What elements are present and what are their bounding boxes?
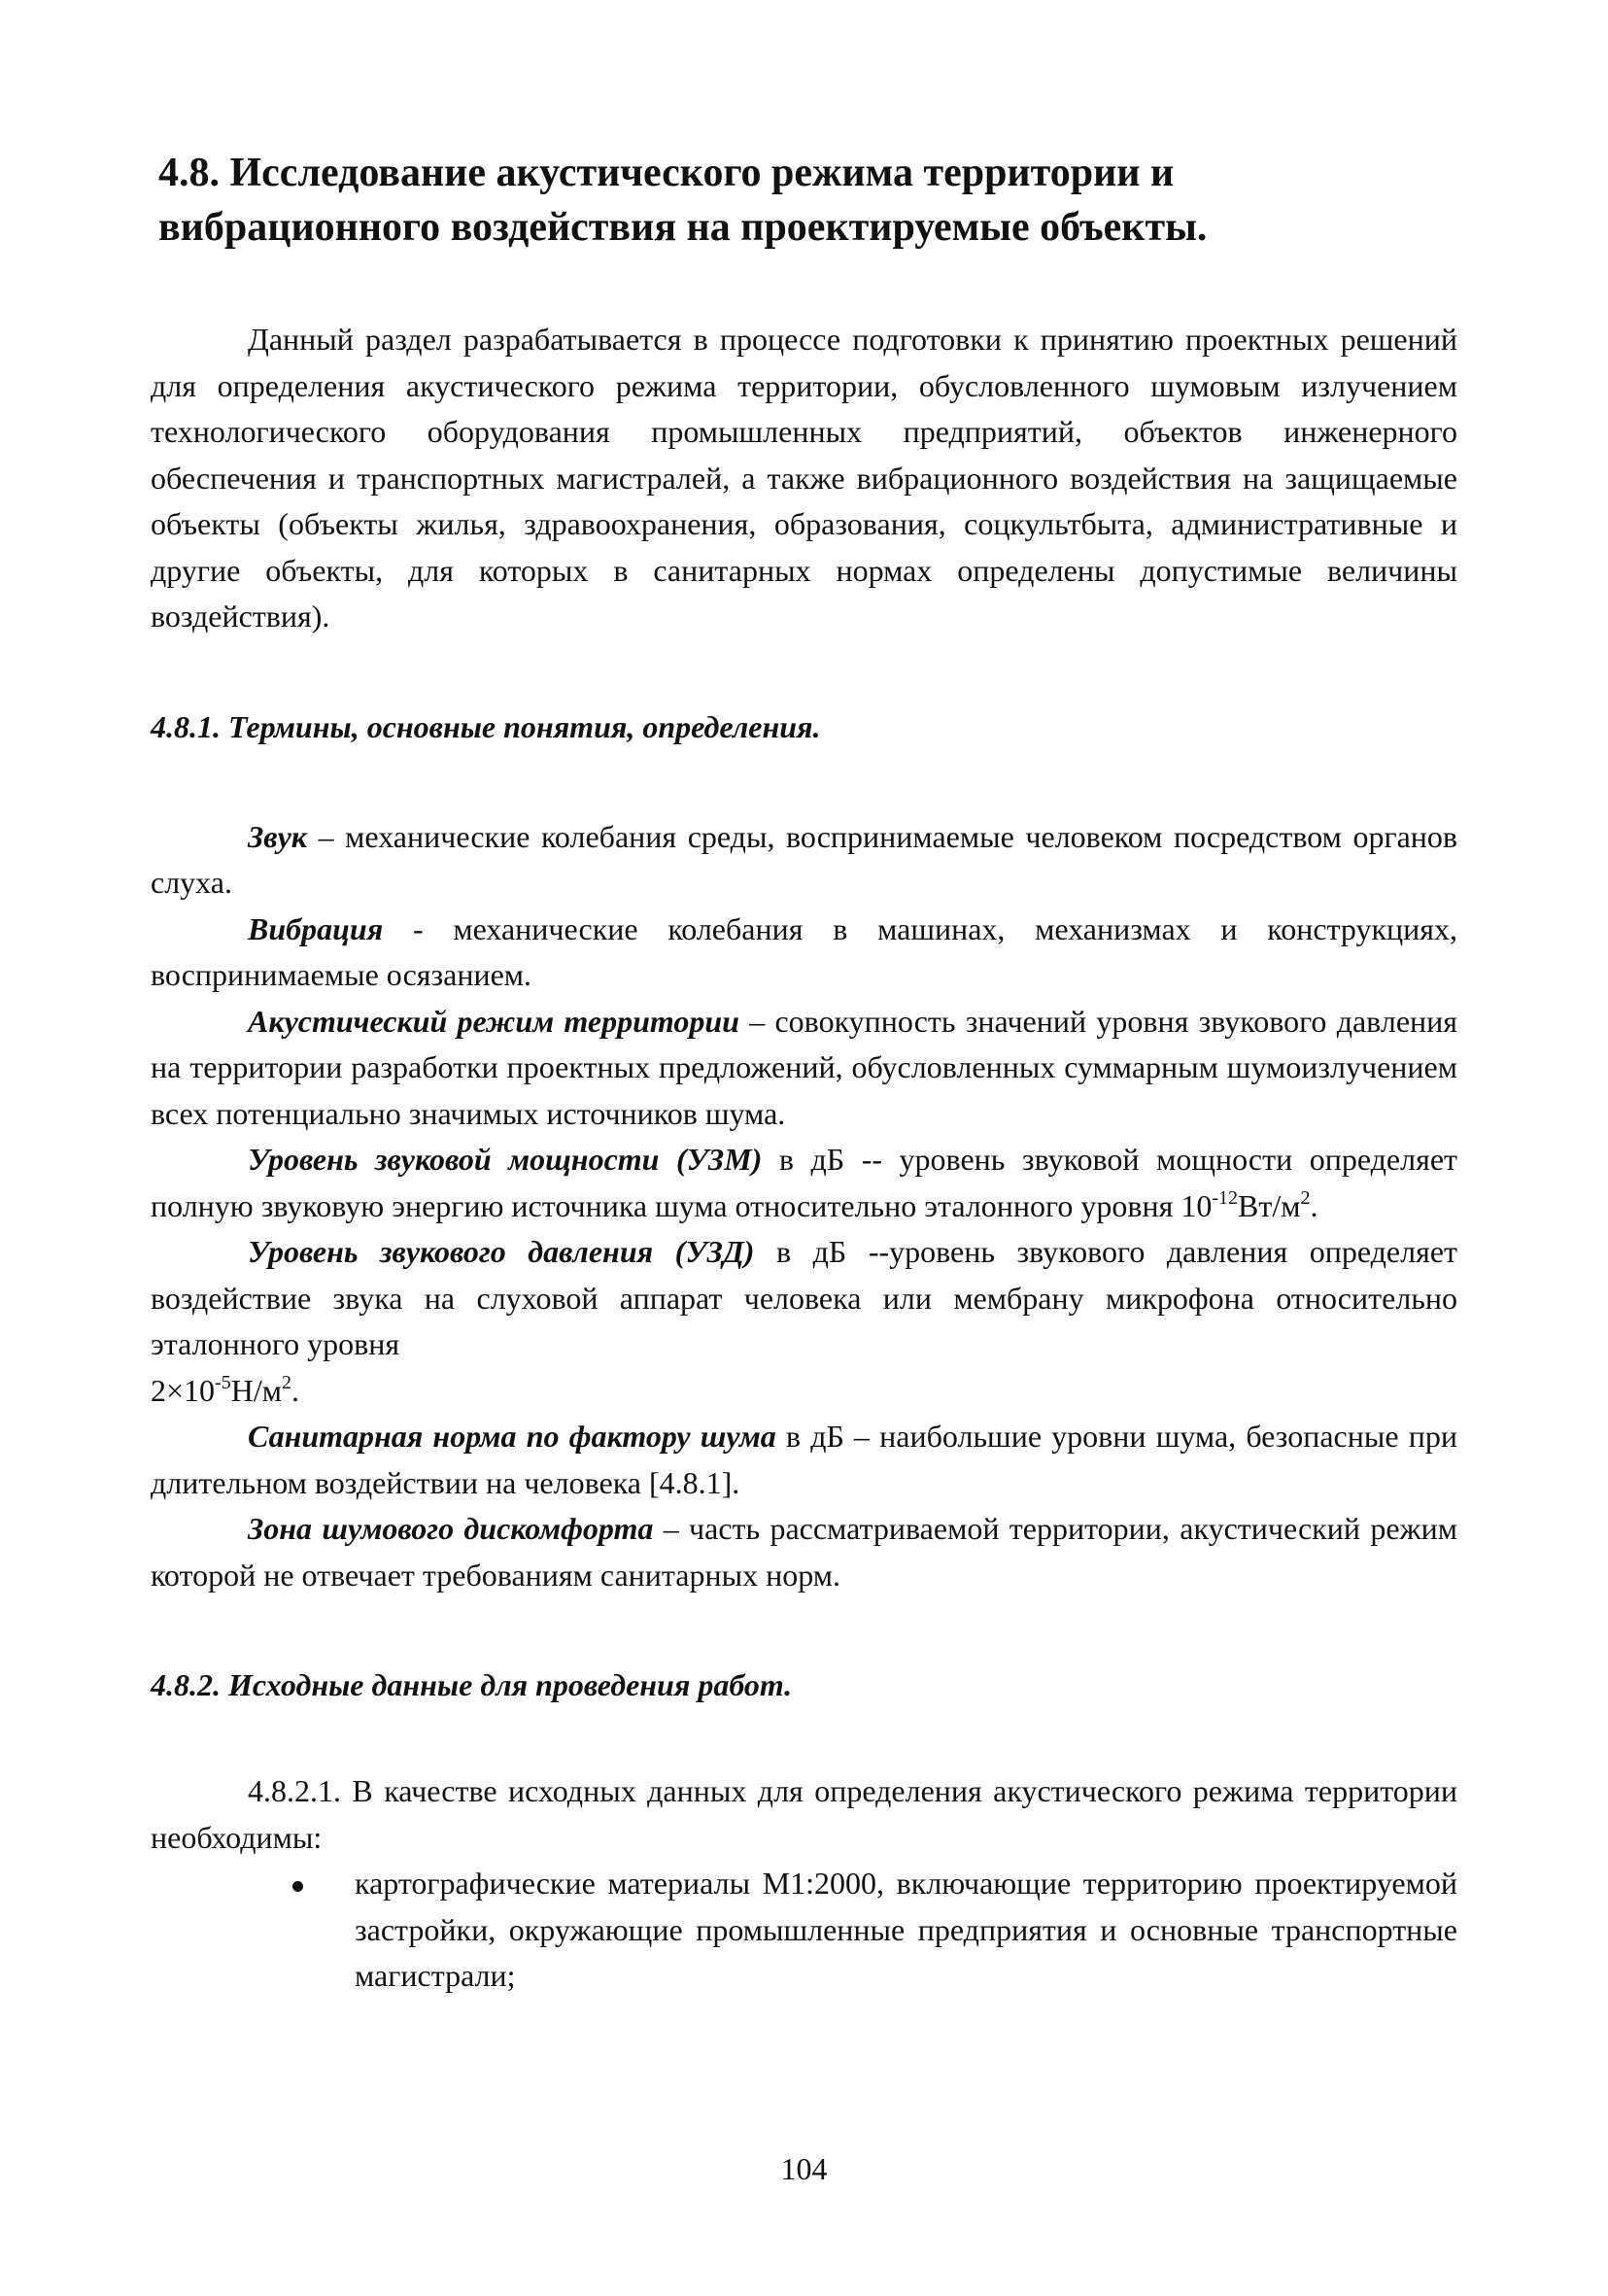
- exponent-power: -12: [1212, 1186, 1238, 1209]
- term-sound-pressure-level: Уровень звукового давления (УЗД): [248, 1234, 755, 1269]
- formula-unit: Н/м: [230, 1372, 282, 1408]
- paragraph-4-8-2-1: 4.8.2.1. В качестве исходных данных для определения акустического режима территории необходимы:: [151, 1773, 1457, 1855]
- definition-sound-text: – механические колебания среды, воспринимаемые человеком посредством органов слуха.: [151, 818, 1457, 900]
- intro-paragraph: Данный раздел разрабатывается в процессе подготовки к принятию проектных решений для определения акустического режима территории, обусловленного шумовым излучением технологического оборудования промышленных предприятий, объектов инженерного обеспечения и транспортных магистралей, а также вибрационного воздействия на защищаемые объекты (объекты жилья, здравоохранения, образования, соцкультбыта, административные и другие объекты, для которых в санитарных нормах определены допустимые величины воздействия).: [151, 322, 1457, 634]
- list-item-text: картографические материалы М1:2000, включающие территорию проектируемой застройки, окружающие промышленные предприятия и основные транспортные магистрали;: [355, 1866, 1457, 1993]
- definition-acoustic-regime-text: – совокупность значений уровня звукового давления на территории разработки проектных предложений, обусловленных суммарным шумоизлучением всех потенциально значимых источников шума.: [151, 1003, 1457, 1131]
- page-content: [151, 146, 1457, 2000]
- term-vibration: Вибрация: [248, 910, 384, 946]
- definition-sound-power-text: в дБ -- уровень звуковой мощности определяет полную звуковую энергию источника шума относительно эталонного уровня 10: [151, 1142, 1458, 1223]
- page-number: 104: [780, 2151, 828, 2186]
- exponent-area: 2: [1300, 1186, 1311, 1209]
- term-sound: Звук: [248, 818, 307, 854]
- definition-sound-pressure-level: [151, 1229, 1457, 1368]
- input-data-list: [151, 1861, 1457, 2000]
- reference-pressure-formula: [151, 1368, 1457, 1415]
- formula-base: 2×10: [151, 1372, 216, 1408]
- section-title-line2: вибрационного воздействия на проектируемые объекты.: [158, 205, 1208, 250]
- formula-unit-exponent: 2: [281, 1371, 291, 1393]
- list-item: [151, 1861, 1457, 2000]
- definition-acoustic-regime: [151, 999, 1457, 1138]
- definition-sanitary-norm-text: в дБ – наибольшие уровни шума, безопасные при длительном воздействии на человека [4.8.1].: [151, 1419, 1457, 1500]
- term-sanitary-norm: Санитарная норма по фактору шума: [248, 1419, 776, 1454]
- formula-end: .: [291, 1372, 299, 1408]
- subsection-2-title: 4.8.2. Исходные данные для проведения работ.: [151, 1667, 793, 1702]
- definition-sanitary-norm: [151, 1414, 1457, 1506]
- term-acoustic-regime: Акустический режим территории: [248, 1003, 739, 1039]
- definition-sound-pressure-text: в дБ --уровень звукового давления определяет воздействие звука на слуховой аппарат человека или мембрану микрофона относительно эталонного уровня: [151, 1234, 1458, 1361]
- section-title-line1: 4.8. Исследование акустического режима территории и: [158, 151, 1175, 195]
- subsection-1-title: 4.8.1. Термины, основные понятия, определения.: [151, 708, 821, 744]
- definitions-list: [151, 814, 1457, 1599]
- unit-power: Вт/м: [1238, 1187, 1301, 1223]
- formula-exponent: -5: [215, 1371, 231, 1393]
- definition-discomfort-zone-text: – часть рассматриваемой территории, акустический режим которой не отвечает требованиям санитарных норм.: [151, 1511, 1457, 1593]
- section-title: [158, 146, 1457, 255]
- term-sound-power-level: Уровень звуковой мощности (УЗМ): [248, 1142, 763, 1177]
- definition-vibration: [151, 907, 1457, 999]
- definition-sound-power-end: .: [1310, 1187, 1318, 1223]
- definition-vibration-text: - механические колебания в машинах, механизмах и конструкциях, воспринимаемые осязанием.: [151, 910, 1457, 992]
- term-discomfort-zone: Зона шумового дискомфорта: [248, 1511, 654, 1546]
- definition-sound-power-level: [151, 1137, 1457, 1229]
- definition-discomfort-zone: [151, 1506, 1457, 1598]
- bullet-icon: [292, 1881, 303, 1892]
- definition-sound: [151, 814, 1457, 907]
